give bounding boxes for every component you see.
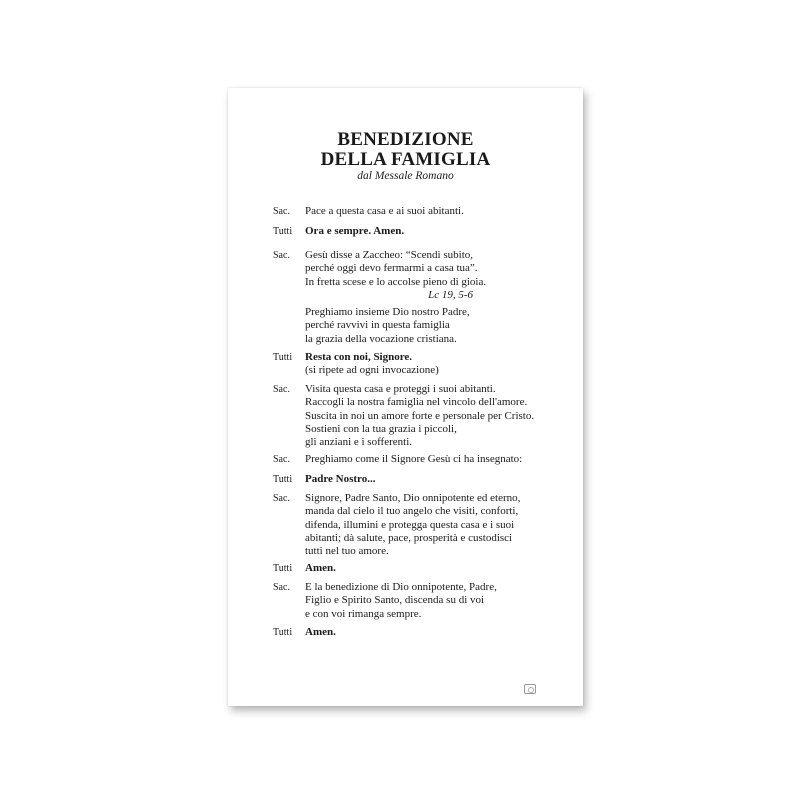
invocation-note: (si ripete ad ogni invocazione)	[305, 364, 439, 377]
speaker-label: Tutti	[273, 563, 293, 574]
text-line: Raccogli la nostra famiglia nel vincolo dell'amore.	[305, 396, 528, 409]
title-line-1: BENEDIZIONE	[337, 129, 474, 150]
text-line: la grazia della vocazione cristiana.	[305, 332, 457, 345]
block-text	[305, 383, 565, 449]
text-line: Ora e sempre. Amen.	[305, 225, 405, 237]
speaker-label: Sac.	[273, 206, 290, 217]
block-text	[305, 205, 565, 218]
block-text	[305, 473, 565, 486]
text-line: Amen.	[305, 562, 336, 574]
text-line: perché oggi devo fermarmi a casa tua”.	[305, 262, 478, 275]
block-text	[305, 306, 565, 346]
block-text	[305, 492, 565, 558]
text-line: Preghiamo come il Signore Gesù ci ha insegnato:	[305, 453, 523, 465]
text-line: Gesù disse a Zaccheo: “Scendi subito,	[305, 249, 474, 261]
block-text	[305, 581, 565, 621]
text-line: Preghiamo insieme Dio nostro Padre,	[305, 306, 470, 318]
block-text	[305, 249, 565, 289]
block-text	[305, 453, 565, 466]
text-line: Padre Nostro...	[305, 473, 376, 485]
text-line: Visita questa casa e proteggi i suoi abitanti.	[305, 383, 496, 395]
text-line: tutti nel tuo amore.	[305, 545, 389, 558]
block-text	[305, 626, 565, 639]
text-line: In fretta scese e lo accolse pieno di gioia.	[305, 275, 487, 288]
speaker-label: Sac.	[273, 493, 290, 504]
speaker-label: Sac.	[273, 582, 290, 593]
speaker-label: Tutti	[273, 627, 293, 638]
title-line-2: DELLA FAMIGLIA	[320, 149, 491, 170]
text-line: Figlio e Spirito Santo, discenda su di voi	[305, 594, 485, 607]
subtitle: dal Messale Romano	[357, 170, 454, 182]
text-line: Amen.	[305, 626, 336, 638]
text-line: E la benedizione di Dio onnipotente, Padre,	[305, 581, 497, 593]
text-line: difenda, illumini e protegga questa casa e i suoi	[305, 518, 515, 531]
text-line: Sostieni con la tua grazia i piccoli,	[305, 422, 457, 435]
speaker-label: Sac.	[273, 454, 290, 465]
scripture-reference: Lc 19, 5-6	[428, 289, 473, 301]
text-line: perché ravvivi in questa famiglia	[305, 319, 450, 332]
text-line: abitanti; dà salute, pace, prosperità e custodisci	[305, 531, 513, 544]
text-line: Pace a questa casa e ai suoi abitanti.	[305, 205, 464, 217]
speaker-label: Sac.	[273, 250, 290, 261]
text-line: gli anziani e i sofferenti.	[305, 436, 413, 449]
block-text	[305, 225, 565, 238]
speaker-label: Tutti	[273, 226, 293, 237]
text-line: Resta con noi, Signore.	[305, 351, 413, 363]
speaker-label: Tutti	[273, 352, 293, 363]
block-text	[305, 562, 565, 575]
block-text	[305, 351, 565, 378]
speaker-label: Sac.	[273, 384, 290, 395]
text-line: Signore, Padre Santo, Dio onnipotente ed eterno,	[305, 492, 521, 504]
text-line: e con voi rimanga sempre.	[305, 607, 422, 620]
prayer-card	[228, 88, 583, 706]
text-line: manda dal cielo il tuo angelo che visiti, conforti,	[305, 505, 519, 518]
publisher-logo-icon	[524, 684, 536, 694]
text-line: Suscita in noi un amore forte e personale per Cristo.	[305, 409, 535, 422]
speaker-label: Tutti	[273, 474, 293, 485]
